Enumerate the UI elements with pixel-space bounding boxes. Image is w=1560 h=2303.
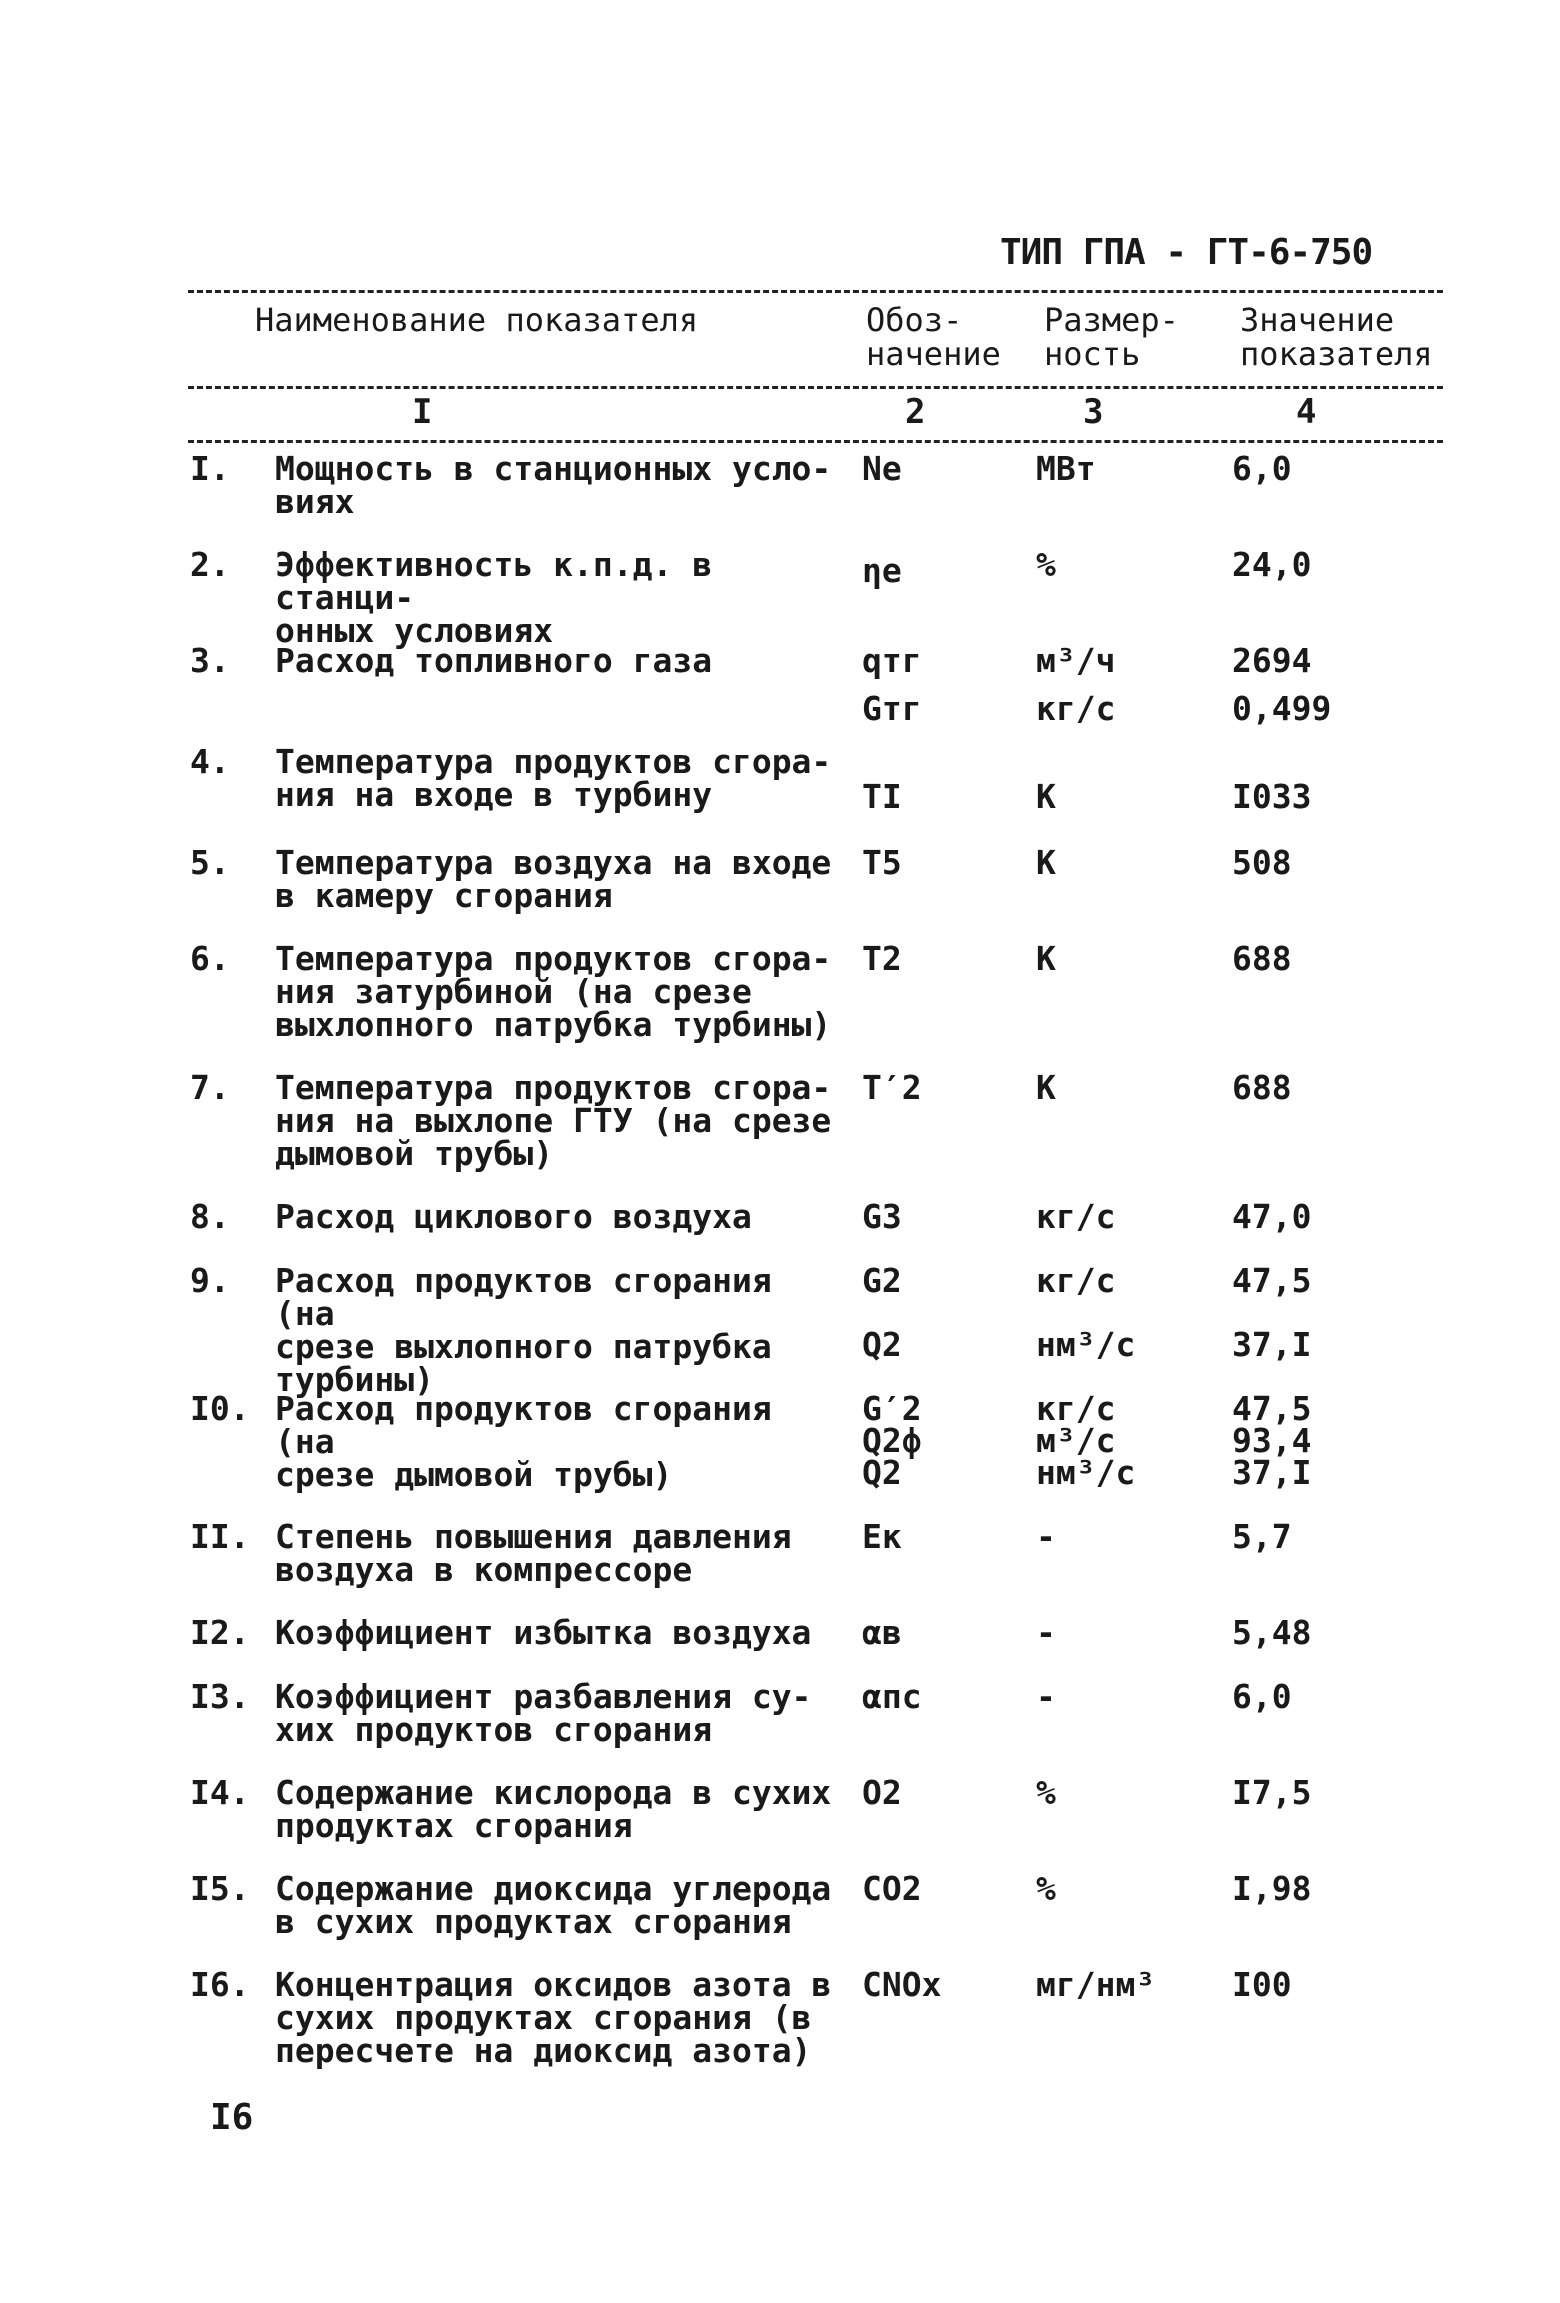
row-number: I3. — [190, 1677, 250, 1716]
row-value — [1232, 1261, 1432, 1364]
row-name: Концентрация оксидов азота в сухих продуктах сгорания (в пересчете на диоксид азота) — [275, 1965, 832, 2070]
row-unit: К — [1036, 777, 1056, 816]
row-name: Температура воздуха на входе в камеру сгорания — [275, 843, 832, 915]
row-unit: % — [1036, 545, 1056, 584]
table-top-rule — [188, 290, 1443, 293]
row-symbol-line: qтг — [862, 641, 922, 680]
row-unit-line: м³/ч — [1036, 641, 1116, 680]
row-value: 688 — [1232, 1068, 1292, 1107]
row-unit — [1036, 641, 1216, 728]
row-symbol-line: Q2 — [862, 1325, 902, 1364]
row-unit: - — [1036, 1677, 1056, 1716]
row-symbol: O2 — [862, 1773, 902, 1812]
row-unit: К — [1036, 1068, 1056, 1107]
row-value-line: 0,499 — [1232, 689, 1332, 728]
row-name: Расход продуктов сгорания (на срезе дымовой трубы) — [275, 1389, 772, 1494]
row-number: 2. — [190, 545, 230, 584]
row-value: 688 — [1232, 939, 1292, 978]
row-name: Коэффициент разбавления су- хих продуктов сгорания — [275, 1677, 812, 1749]
row-value: 6,0 — [1232, 449, 1292, 488]
row-name: Расход циклового воздуха — [275, 1197, 752, 1236]
row-name: Коэффициент избытка воздуха — [275, 1613, 812, 1652]
row-symbol-line: G′2 — [862, 1389, 922, 1428]
row-number: 8. — [190, 1197, 230, 1236]
row-unit-line: нм³/с — [1036, 1325, 1136, 1364]
row-name: Температура продуктов сгора- ния на входе в турбину — [275, 742, 832, 814]
row-value — [1232, 641, 1432, 728]
column-header-unit: Размер- ность — [1044, 301, 1179, 373]
row-symbol: ηе — [862, 551, 902, 590]
row-symbol — [862, 1261, 1022, 1364]
row-unit-line: кг/с — [1036, 689, 1116, 728]
column-number-2: 2 — [905, 392, 926, 432]
row-value-line: 47,5 — [1232, 1261, 1312, 1300]
row-symbol: αпс — [862, 1677, 922, 1716]
row-number: 9. — [190, 1261, 230, 1300]
row-unit-line: нм³/с — [1036, 1453, 1136, 1492]
row-number: 7. — [190, 1068, 230, 1107]
row-number: I2. — [190, 1613, 250, 1652]
row-name: Температура продуктов сгора- ния затурбиной (на срезе выхлопного патрубка турбины) — [275, 939, 832, 1044]
row-symbol: CNOx — [862, 1965, 942, 2004]
row-value: I00 — [1232, 1965, 1292, 2004]
row-value: I033 — [1232, 777, 1312, 816]
row-number: I6. — [190, 1965, 250, 2004]
row-name: Содержание кислорода в сухих продуктах сгорания — [275, 1773, 832, 1845]
row-value-line: 2694 — [1232, 641, 1312, 680]
row-value — [1232, 1389, 1432, 1492]
row-value: 5,7 — [1232, 1517, 1292, 1556]
row-symbol-line: Gтг — [862, 689, 922, 728]
row-symbol: T′2 — [862, 1068, 922, 1107]
row-value: 47,0 — [1232, 1197, 1312, 1236]
column-number-4: 4 — [1296, 392, 1317, 432]
row-name: Содержание диоксида углерода в сухих продуктах сгорания — [275, 1869, 832, 1941]
row-name: Эффективность к.п.д. в станци- онных условиях — [275, 545, 713, 650]
row-unit: - — [1036, 1517, 1056, 1556]
row-number: 4. — [190, 742, 230, 781]
row-unit: К — [1036, 939, 1056, 978]
row-number: 6. — [190, 939, 230, 978]
row-number: I0. — [190, 1389, 250, 1428]
column-number-1: I — [412, 392, 433, 432]
row-symbol-line: G2 — [862, 1261, 902, 1300]
row-symbol: TI — [862, 777, 902, 816]
column-header-symbol: Обоз- начение — [866, 301, 1001, 373]
row-value: 24,0 — [1232, 545, 1312, 584]
row-number: II. — [190, 1517, 250, 1556]
column-header-name: Наименование показателя — [255, 301, 699, 339]
row-unit: мг/нм³ — [1036, 1965, 1156, 2004]
row-value-line: 47,5 — [1232, 1389, 1312, 1428]
row-number: 5. — [190, 843, 230, 882]
document-type-label: ТИП ГПА - ГТ-6-750 — [1000, 232, 1373, 273]
row-symbol: Nе — [862, 449, 902, 488]
row-name: Расход топливного газа — [275, 641, 713, 680]
row-number: I4. — [190, 1773, 250, 1812]
row-name: Температура продуктов сгора- ния на выхлопе ГТУ (на срезе дымовой трубы) — [275, 1068, 832, 1173]
row-unit: МВт — [1036, 449, 1096, 488]
row-symbol: T5 — [862, 843, 902, 882]
row-unit — [1036, 1389, 1216, 1492]
row-unit: % — [1036, 1773, 1056, 1812]
row-symbol-line: Q2 — [862, 1453, 902, 1492]
row-number: I5. — [190, 1869, 250, 1908]
page-number: I6 — [210, 2097, 254, 2138]
row-symbol: T2 — [862, 939, 902, 978]
row-value: 5,48 — [1232, 1613, 1312, 1652]
row-value: 508 — [1232, 843, 1292, 882]
row-unit-line: м³/с — [1036, 1421, 1116, 1460]
row-symbol: G3 — [862, 1197, 902, 1236]
row-unit-line: кг/с — [1036, 1389, 1116, 1428]
row-value-line: 37,I — [1232, 1453, 1312, 1492]
column-numbers-rule — [188, 440, 1443, 443]
row-symbol-line: Q2ф — [862, 1421, 922, 1460]
row-unit: К — [1036, 843, 1056, 882]
header-bottom-rule — [188, 386, 1443, 389]
row-value: I,98 — [1232, 1869, 1312, 1908]
row-symbol — [862, 1389, 1022, 1492]
row-value-line: 93,4 — [1232, 1421, 1312, 1460]
row-name: Мощность в станционных усло- виях — [275, 449, 832, 521]
row-unit: - — [1036, 1613, 1056, 1652]
row-symbol: CO2 — [862, 1869, 922, 1908]
row-unit — [1036, 1261, 1216, 1364]
row-number: 3. — [190, 641, 230, 680]
row-symbol: Eк — [862, 1517, 902, 1556]
column-number-3: 3 — [1083, 392, 1104, 432]
row-symbol: αв — [862, 1613, 902, 1652]
row-unit: кг/с — [1036, 1197, 1116, 1236]
row-name: Степень повышения давления воздуха в компрессоре — [275, 1517, 792, 1589]
row-value-line: 37,I — [1232, 1325, 1312, 1364]
row-symbol — [862, 641, 1022, 728]
row-value: I7,5 — [1232, 1773, 1312, 1812]
column-header-value: Значение показателя — [1240, 301, 1433, 373]
row-unit: % — [1036, 1869, 1056, 1908]
row-name: Расход продуктов сгорания (на срезе выхлопного патрубка турбины) — [275, 1261, 772, 1399]
row-unit-line: кг/с — [1036, 1261, 1116, 1300]
row-value: 6,0 — [1232, 1677, 1292, 1716]
row-number: I. — [190, 449, 230, 488]
